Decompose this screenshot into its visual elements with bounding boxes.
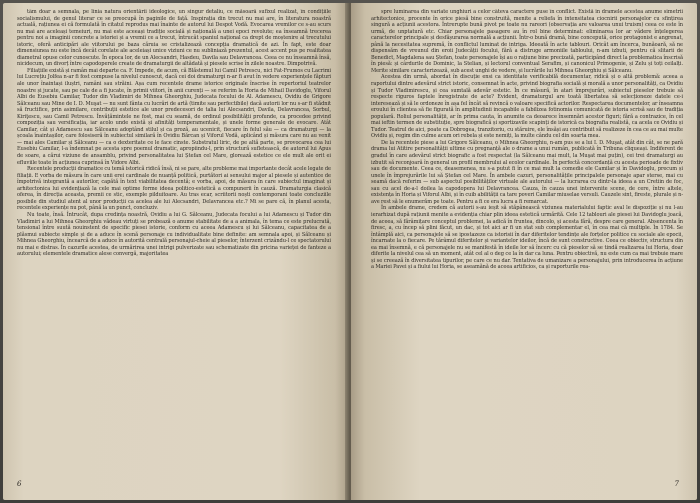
paragraph: Nu toate, însă. Întrucât, dupa credința noastră, Ovidiu a lui G. Sălceanu, Judecata focului a lui Adamescu și Tudor din Vladimiri a lui Mihnea Gheorghiu vădeau virtuți se probează o anume stabilitate de a a animala, în tema ce este prelucrată, tensional între suută nouinstent de specific piesei istorie, conform cu aceea Adamescu și lui Sălceanu, capacitatea de a plăsmui subiecte simple și de a aduce în scenă personaje cu individualitate bine definite: am semnala apoi, și Sălceanu și Mihnea Gheorghiu, încearcă de a aduce în autorită centrală personajul-cheie al pieselor, înterzent crizându-l ce spectatorului nu mai e distras. În cazurile acestea, de urmărirea unei intrigi pulverizate sau schematizate din pricina varieței de fanteze a autorului; elementele dramatice alese convergă, majoritatea [17, 211, 331, 258]
paragraph: În ambele drame, credem că autorii s-au ieșit să stăpânească viziunea materialului faptic aval le dispoziție și nu l-au ierarhizat după rațiunii menite a evidenția chiar plin ideea estetică urmărită. Cele 12 tablouri ale piesei lui Davidoglu joacă, de aceea, să fărâmițare conceptul problemei, la adică în fruntea, dincolo, și acesta fără, despre care general. Absencenta în firesc, a, cu încep să plini făcut, un dac, și tot aici ar fi un stat sub complementar el, în cea mai că multiple. În 1784. Se întâmplă aici, ca personajele să se ipostazeze ca istorisii în dar diferitelor tendințe ale forțelor politice cu sociale ale epocii, încarnate la o fiecare. Pe tărâmul diferitelor și variantelor ideilor, încă de sunt constructive. Ceea ce obiectiv, structura din ea mai însemnă, e că personajele nu se manifestă în ideile lor să încerc cu că pieselor să se tindă realizarea lui Horia, doar diferite la nivelul cea să un moment, atât cel al o deg ce la în dar ca luna. Pentru obiectivă, nu este cum ca mai trebuie mare și se creează în diversitatea tipurilor, pe care ce nu dar. Tentativa de umanizare a personajului, prin introducerea în acțiune a Mariei Pavei și a fiului lui Horia, se aseamănă de aceea artificios, ca și raporturile rea- [371, 205, 683, 271]
paragraph: tâm doar a semnala, pe linia natura orientării ideologice, un singur detaliu, ce măsoară sufixul realizat, în condițiile socialismului, de genul literar ce se preocupă în paginile de față. Inspirația din trecut nu mai are, în literatura noastră actuală, rațiunea ei că formulată în citatul reprodus mai înainte de autorul lui Despot Vodă. Evocarea vremilor ce s-au scurs nu mai are aceleași temeiuri, nu mai este aceeași tradiție socială și națională a unei epoci revolute; ea înseamnă trecerea pentru noi a imaginii concrete a istoriei și a vremii ce a trecut, întrucât spaniul național ca drept de moștenire al trecutului istoric, oferă anticipări ale viitorului pe baza căruia se cristalizează concepția dramatică de azi. În fapt, este doar dimensiunea nu este încă decât corelate ale aceleiași unice viziuni ce nu subliniază prezentul, acest accent pus pe realitatea diametral opuse celor cunoscute. În epoca lor, de un Alecsandri, Hasdeu, Davila sau Delavrancea. Ceea ce nu înseamnă însă, nicidecum, un divorț între capodoperele create de dramaturgii de altădată și piesele scrise în zilele noastre. Dimpotrivă. [17, 9, 331, 68]
paragraph: Recentele producții dramatice cu temă istorică ridică însă, ni se pare, alte probleme mai importante decât acele legate de filiații. E vorba de măsura în care unii erei cardinale de nuanță politică, purtători ai sensului major al piesele și autentice de împotrivă integrantă a autorilor, capătă în text viabilitatea decentă; e vorba, apoi, de măsura în care subiectul imaginat și arhitectonica lui evidențiază la cele mai optime forme ideea politico-estetică a compunerii în cauză. Dramaturgia clasică oferea, în direcția aceasta, premii ce stic, exemple pilduitoare. Au tras ecar, scriitorii noști contemporani toate concluziile posibile din studiul atent al unor producții ca acelea ale lui Alecsandri, Delavrancea etc.? Mi se pare că, în planul acesta, recentele experiențe nu pot, până la un punct, concluziv. [17, 166, 331, 212]
page-number: 6 [17, 480, 22, 488]
paragraph: Acestea din urmă, abordat în discuție ensi ca identitate verificabilă documentar, ridică și o altă problemă: aceea a raportului dintre adevărul strict istoric, consemnat în acte, privind biografia socială și morală a unor personalități, ca Ovidiu și Tudor Vladimirescu, și cea sumtală adevăr estetic. În ce măsură, în atari împrejurări, subiectul pieselor trebuie să respecte riguros faptele înregistrate de acte? Evident, dramaturgul are toată libertatea să selecționeze datele ce-i interesează și să le ordoneze în așa fel încât să revincă o valoare specifică actorilor. Respectarea documentelor, ar înseamna eroului în clientea să fie figurată în amplitudinii incapabile a fabilizea fotinomia comunicată de istoria scrisă sau de tradiția populară. Roliul personalității, ar în prima cauta, în anumite ca deoarece însemnări acestor figuri; fără a contrazice, în cel mai ieftin termen de substituție, spre biografică și sportizavile scapinți de istorică ca biografia realistă, ca acela ce Ovidiu și Tudor. Teatrul de aici, poate ca Dobrogea, tranzitoriu, cu stăruire, ele însăși au contribuit să realizeze în cea ce au mai multe Ovidiu și, regim din culme acum ori rebela și este nemiți, la multe cându cel din soarta mea. [371, 74, 683, 140]
page-number: 7 [674, 480, 679, 488]
paragraph: spre luminarea din variate unghiuri a celor câteva caractere puse în conflict. Există în dramele acestea anume simetrii arhitectonice, procente în orice piesă bine construită, menite a reliefa în intensitatea ciocnirii personajelor cu sfințirea singură a acțiunii acestora. Întrerupte bună pivot pe toate nu rareori (observația are valoarea unui truism) ceea ce este în urmă, de unptatură etc. Chiar personajele pasagere au în rol bine determinat: eliminarea lor ar vădere înțelegerea caracterelor principale și desfășurarea normală a acțiunii. Într-o bună dramă, bine concepută, orice protagonist e angrenat, până la necesitatea supremă, în conflictul luminat de intriga. Ideeată în acte tablouri. Oricât am încerca, bunăoară, să ne dispensăm de vreunul din eroii Judecății focului, fără a distruge armoniile tabloului, n-am izbuti, pentru că slitarii de Benedict, Magdalena sau Ștefan, toate personajele își au o rațiune bine precizată, participând direct la problematica înscrisă în piesă: și cârdurile de Dominic, la Stelian, și lectorul conventual Serafim, și canonicul Primogenie, și Zelu și toți ceilalți. Merite similare caracterizează, sub acest unghi de vedere, și lucrările lui Mihnea Gheorghiu și Sălceanu. [371, 9, 683, 74]
paragraph: De la recentele piese a lui Grigore Sălceanu, o Mihnea Gheorghiu, n-am pus se a lui I. D. Muşat, atât din cât, se ne pară drama lui Atitire personalității ultime cu pregnanță ale o drame a unui rumân, publicată în Tribuna cliqueași. Indiferent de gradul în care adevărul strict biografic a fost respectat (la Sălceanu mai mult, la Muşat mai puțin), cei trei dramaturgi au izbutit să reconjoară în general un profil membrului al ecolor cardinale. În perfectă concordanță cu acesta perioade de fixtiv sau de documente. Ceea ce, deasemenea, nu s-a putut fi în ce mai mult la comedie ele Camilar și în Davidoglu, precum și unele în împrejurările lui să Ștefan cel Mare. În ambele cazuri, personalitățile principalele personaje apar sterse, mai cu seamă dacă referim — sub aspectul posibilităților virtuale ale autorului — la lucrarea cu dintr-la ideea a un Cretiin de foc, sau cu acel de-a-l doilea la capodopera lui Delavrancea. Cauza, în cauza unei intervenite scene, de cere, între altele, existența în Horia și Viforul Albi, și în cuib abilității ca tare poveri Camilar miuselae versuli. Cauzele sint, fireste, plurale și n-ave rest să le enumerăm pe toate. Pentru a fi ce era lucra a fi remarcat. [371, 139, 683, 205]
right-page-text [371, 9, 683, 469]
left-page-text [17, 9, 331, 469]
right-page [351, 3, 697, 500]
paragraph: Filiațiile există și ramân mai departe ca. F. Impede, de acum, că Blăstemul lui Camil Petrescu, nici Fat-Frumos cu Lacrimi lui Lucrețiu Jolfea n-ar fi fost compuse la nivelul cunoscut, dacă cei doi dramaturgi n-ar fi avut în vedere experiențele făpturi ale unor înaintași iluștri, ramâni sau străini. Așa cum recentele drame istorice originale înscrise în repertoriul teatrelor noastre și jucate, sau pe cale de a fi jucate, în primii viitori, în anii curenți — se referim la Horia de Mihail Davidoglu, Viforul Albi de Eusebiu Camilar, Tudor din Vladimiri de Mihnea Gheorghiu, Judecata focului de Al. Adamescu, Ovidiu de Grigore Sălceanu sau Mine de I. D. Muşat — nu sunt fânta cu lucrări de artă (timite sau perfectibile) dacă autorii lor nu s-ar fi stădnit să fructifice, prin asimilare, contribuții estetice ale unor predecesori de talia lui Alecsandri, Davila, Delavrancea, Sorbul, Kiriţescu, sau Camil Petrescu. Învățămintele ne fost, mai cu seamă, de ordinul posibilității profunde, ca procedee privind compoziția sau versificația, iar acolo unde există și afinități temperamentale, și unele forme generale de evocare. Atât Camilar, cât și Adamescu sau Sălceanu adoptând stilul și ca proză, au ucenicit, fiecare în felul său — ca dramaturgi — la școala înaintașilor, care folosiseră în subiectul similară în Ovidiu Bărcan și Viforul Vodă, aplicând și măsura care nu au venit — mai ales Camilar și Sălceanu — ca o dexteritate ce le face cinste. Substratul liric, de pe altă parte, se provocarea cea lui Eusebiu Camilar, l-a îndemnat pe acesta spre poemul dramatic, apropiindu-l, prin structură sufletească, de autorul lui Apus de soare, a cărui viziune de ansamblu, privind personalitatea lui Ștefan cel Mare, glorează estetice ce ele mult ale orit ei efluviile toate în acțiunea cuprinsă în Vidore Albi. [17, 67, 331, 166]
left-page [3, 3, 349, 500]
